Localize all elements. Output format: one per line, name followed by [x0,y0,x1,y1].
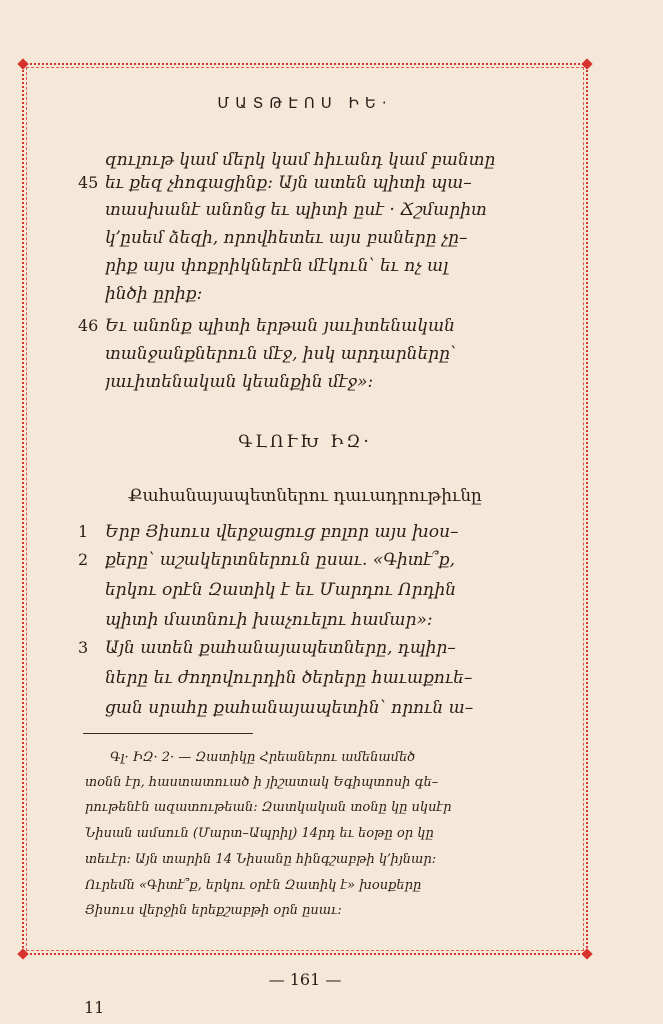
page-number: — 161 — [268,970,342,989]
text-line: տասխանէ անոնց եւ պիտի ըսէ · Ճշմարիտ [105,200,487,220]
text-line: եւ քեզ չհոգացինք: Այն ատեն պիտի պա– [105,173,472,193]
footnote-line: Յիսուս վերջին երեքշաբթի օրն ըսաւ: [85,903,342,918]
chapter-heading: ԳԼՈՒԽ ԻԶ· [238,432,372,452]
footnote-line: Նիսան ամսուն (Մարտ–Ապրիլ) 14րդ եւ եօթը օր կը [85,826,434,841]
text-line: յաւիտենական կեանքին մէջ»: [105,372,374,392]
signature-mark: 11 [84,998,105,1017]
footnote-line: տօնն էր, հաստատուած ի յիշատակ Եգիպտոսի գե– [85,775,439,790]
decorative-border [22,63,588,955]
verse-number: 3 [78,638,89,657]
text-line: երկու օրէն Զատիկ է եւ Մարդու Որդին [105,580,457,600]
verse-number: 1 [78,522,89,541]
corner-ornament-icon [17,58,28,69]
footnote-line: Ուրեմն «Գիտէ՞ք, երկու օրէն Զատիկ է» խօսքերը [85,878,422,893]
text-line: ցան սրահը քահանայապետին՝ որուն ա– [105,698,474,718]
text-line: պիտի մատնուի խաչուելու համար»: [105,610,433,630]
corner-ornament-icon [581,948,592,959]
verse-number: 2 [78,550,89,569]
text-line: րիք այս փոքրիկներէն մէկուն՝ եւ ոչ ալ [105,256,449,276]
text-line: կ՚ըսեմ ձեզի, որովհետեւ այս բաները չը– [105,228,468,248]
footnote-line: րութենէն ազատութեան: Զատկական տօնը կը սկսէր [85,800,452,815]
running-head: ՄԱՏԹԷՈՍ ԻԵ· [217,94,393,112]
footnote-line: Գլ· ԻԶ· 2· — Զատիկը Հրեաներու ամենամեծ [110,750,416,765]
text-line: զուլութ կամ մերկ կամ հիւանդ կամ բանտը [105,150,496,170]
text-line: Եւ անոնք պիտի երթան յաւիտենական [105,316,455,336]
text-line: ինծի ըրիք: [105,284,203,304]
corner-ornament-icon [17,948,28,959]
text-line: քերը՝ աշակերտներուն ըսաւ. «Գիտէ՞ք, [105,550,455,570]
verse-number: 46 [78,316,99,335]
text-line: տանջանքներուն մէջ, իսկ արդարները՝ [105,344,457,364]
verse-number: 45 [78,173,99,192]
footnote-line: տեւէր: Այն տարին 14 Նիսանը հինգշաբթի կ՚իյնար: [85,852,437,867]
corner-ornament-icon [581,58,592,69]
text-line: ները եւ ժողովուրդին ծերերը հաւաքուե– [105,668,473,688]
footnote-rule [83,733,253,734]
text-line: Այն ատեն քահանայապետները, դպիր– [105,638,456,658]
section-title: Քահանայապետներու դաւադրութիւնը [128,486,482,506]
text-line: Երբ Յիսուս վերջացուց բոլոր այս խօս– [105,522,459,542]
